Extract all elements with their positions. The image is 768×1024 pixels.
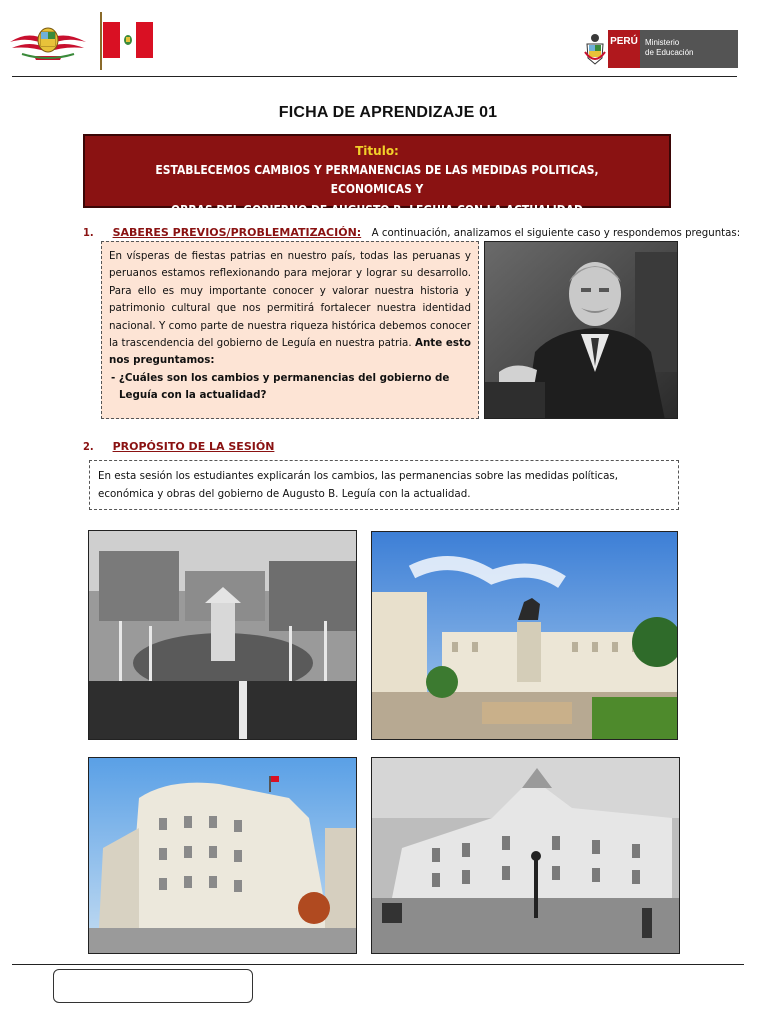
flag-pole bbox=[100, 12, 102, 70]
page-title: FICHA DE APRENDIZAJE 01 bbox=[278, 104, 498, 121]
palacio-de-gobierno-historic-photo bbox=[371, 757, 680, 954]
section-2-heading: PROPÓSITO DE LA SESIÓN bbox=[112, 440, 275, 453]
purpose-text: En esta sesión los estudiantes explicarán los cambios, las permanencias sobre las medidas políticas, económica y obras del gobierno de Augusto B. Leguía con la actualidad. bbox=[98, 470, 619, 500]
purpose-text-box bbox=[89, 460, 679, 510]
section-2-heading-row bbox=[83, 437, 274, 455]
title-text-line-2: OBRAS DEL GOBIERNO DE AUGUSTO B. LEGUIA CON LA ACTUALIDAD bbox=[171, 202, 583, 217]
footer-empty-box bbox=[53, 969, 253, 1003]
peru-label: PERÚ bbox=[608, 30, 640, 68]
gran-hotel-bolivar-photo bbox=[88, 757, 357, 954]
footer-divider bbox=[12, 964, 744, 965]
title-text-line-1: ESTABLECEMOS CAMBIOS Y PERMANENCIAS DE LAS MEDIDAS POLITICAS, ECONOMICAS Y bbox=[155, 162, 599, 196]
section-2-number: 2. bbox=[83, 440, 94, 453]
shield-icon bbox=[582, 30, 608, 68]
header-divider bbox=[12, 76, 737, 77]
section-1-heading-row bbox=[83, 223, 741, 241]
section-1-instruction: A continuación, analizamos el siguiente caso y respondemos preguntas: bbox=[371, 228, 741, 239]
ministry-logo bbox=[582, 30, 738, 68]
coat-of-arms-logo bbox=[8, 22, 88, 64]
title-label: Titulo: bbox=[355, 144, 399, 158]
plaza-san-martin-photo bbox=[371, 531, 678, 740]
ministry-line-1: Ministerio bbox=[645, 38, 680, 47]
section-1-heading: SABERES PREVIOS/PROBLEMATIZACIÓN: bbox=[112, 226, 362, 239]
ministry-line-2: de Educación bbox=[645, 48, 694, 57]
title-banner bbox=[83, 134, 671, 217]
historic-plaza-crowd-photo bbox=[88, 530, 357, 740]
case-text-box bbox=[101, 241, 479, 419]
case-paragraph: En vísperas de fiestas patrias en nuestro país, todas las peruanas y peruanos estamos reflexionando para mejorar y lograr su desarrollo. Para ello es muy importante conocer y valorar nuestra historia y patrimonio cultural que nos permitirá fortalecer nuestra identidad nacional. Y como parte de nuestra riqueza histórica debemos conocer la trascendencia del gobierno de Leguía en nuestra patria. bbox=[109, 250, 471, 350]
peru-flag bbox=[103, 22, 153, 58]
leguia-portrait-photo bbox=[484, 241, 678, 419]
case-question: - ¿Cuáles son los cambios y permanencias del gobierno de Leguía con la actualidad? bbox=[111, 371, 450, 402]
ministry-name bbox=[640, 30, 738, 68]
section-1-number: 1. bbox=[83, 226, 94, 239]
case-bold-prompt: Ante esto nos preguntamos: bbox=[109, 337, 471, 367]
